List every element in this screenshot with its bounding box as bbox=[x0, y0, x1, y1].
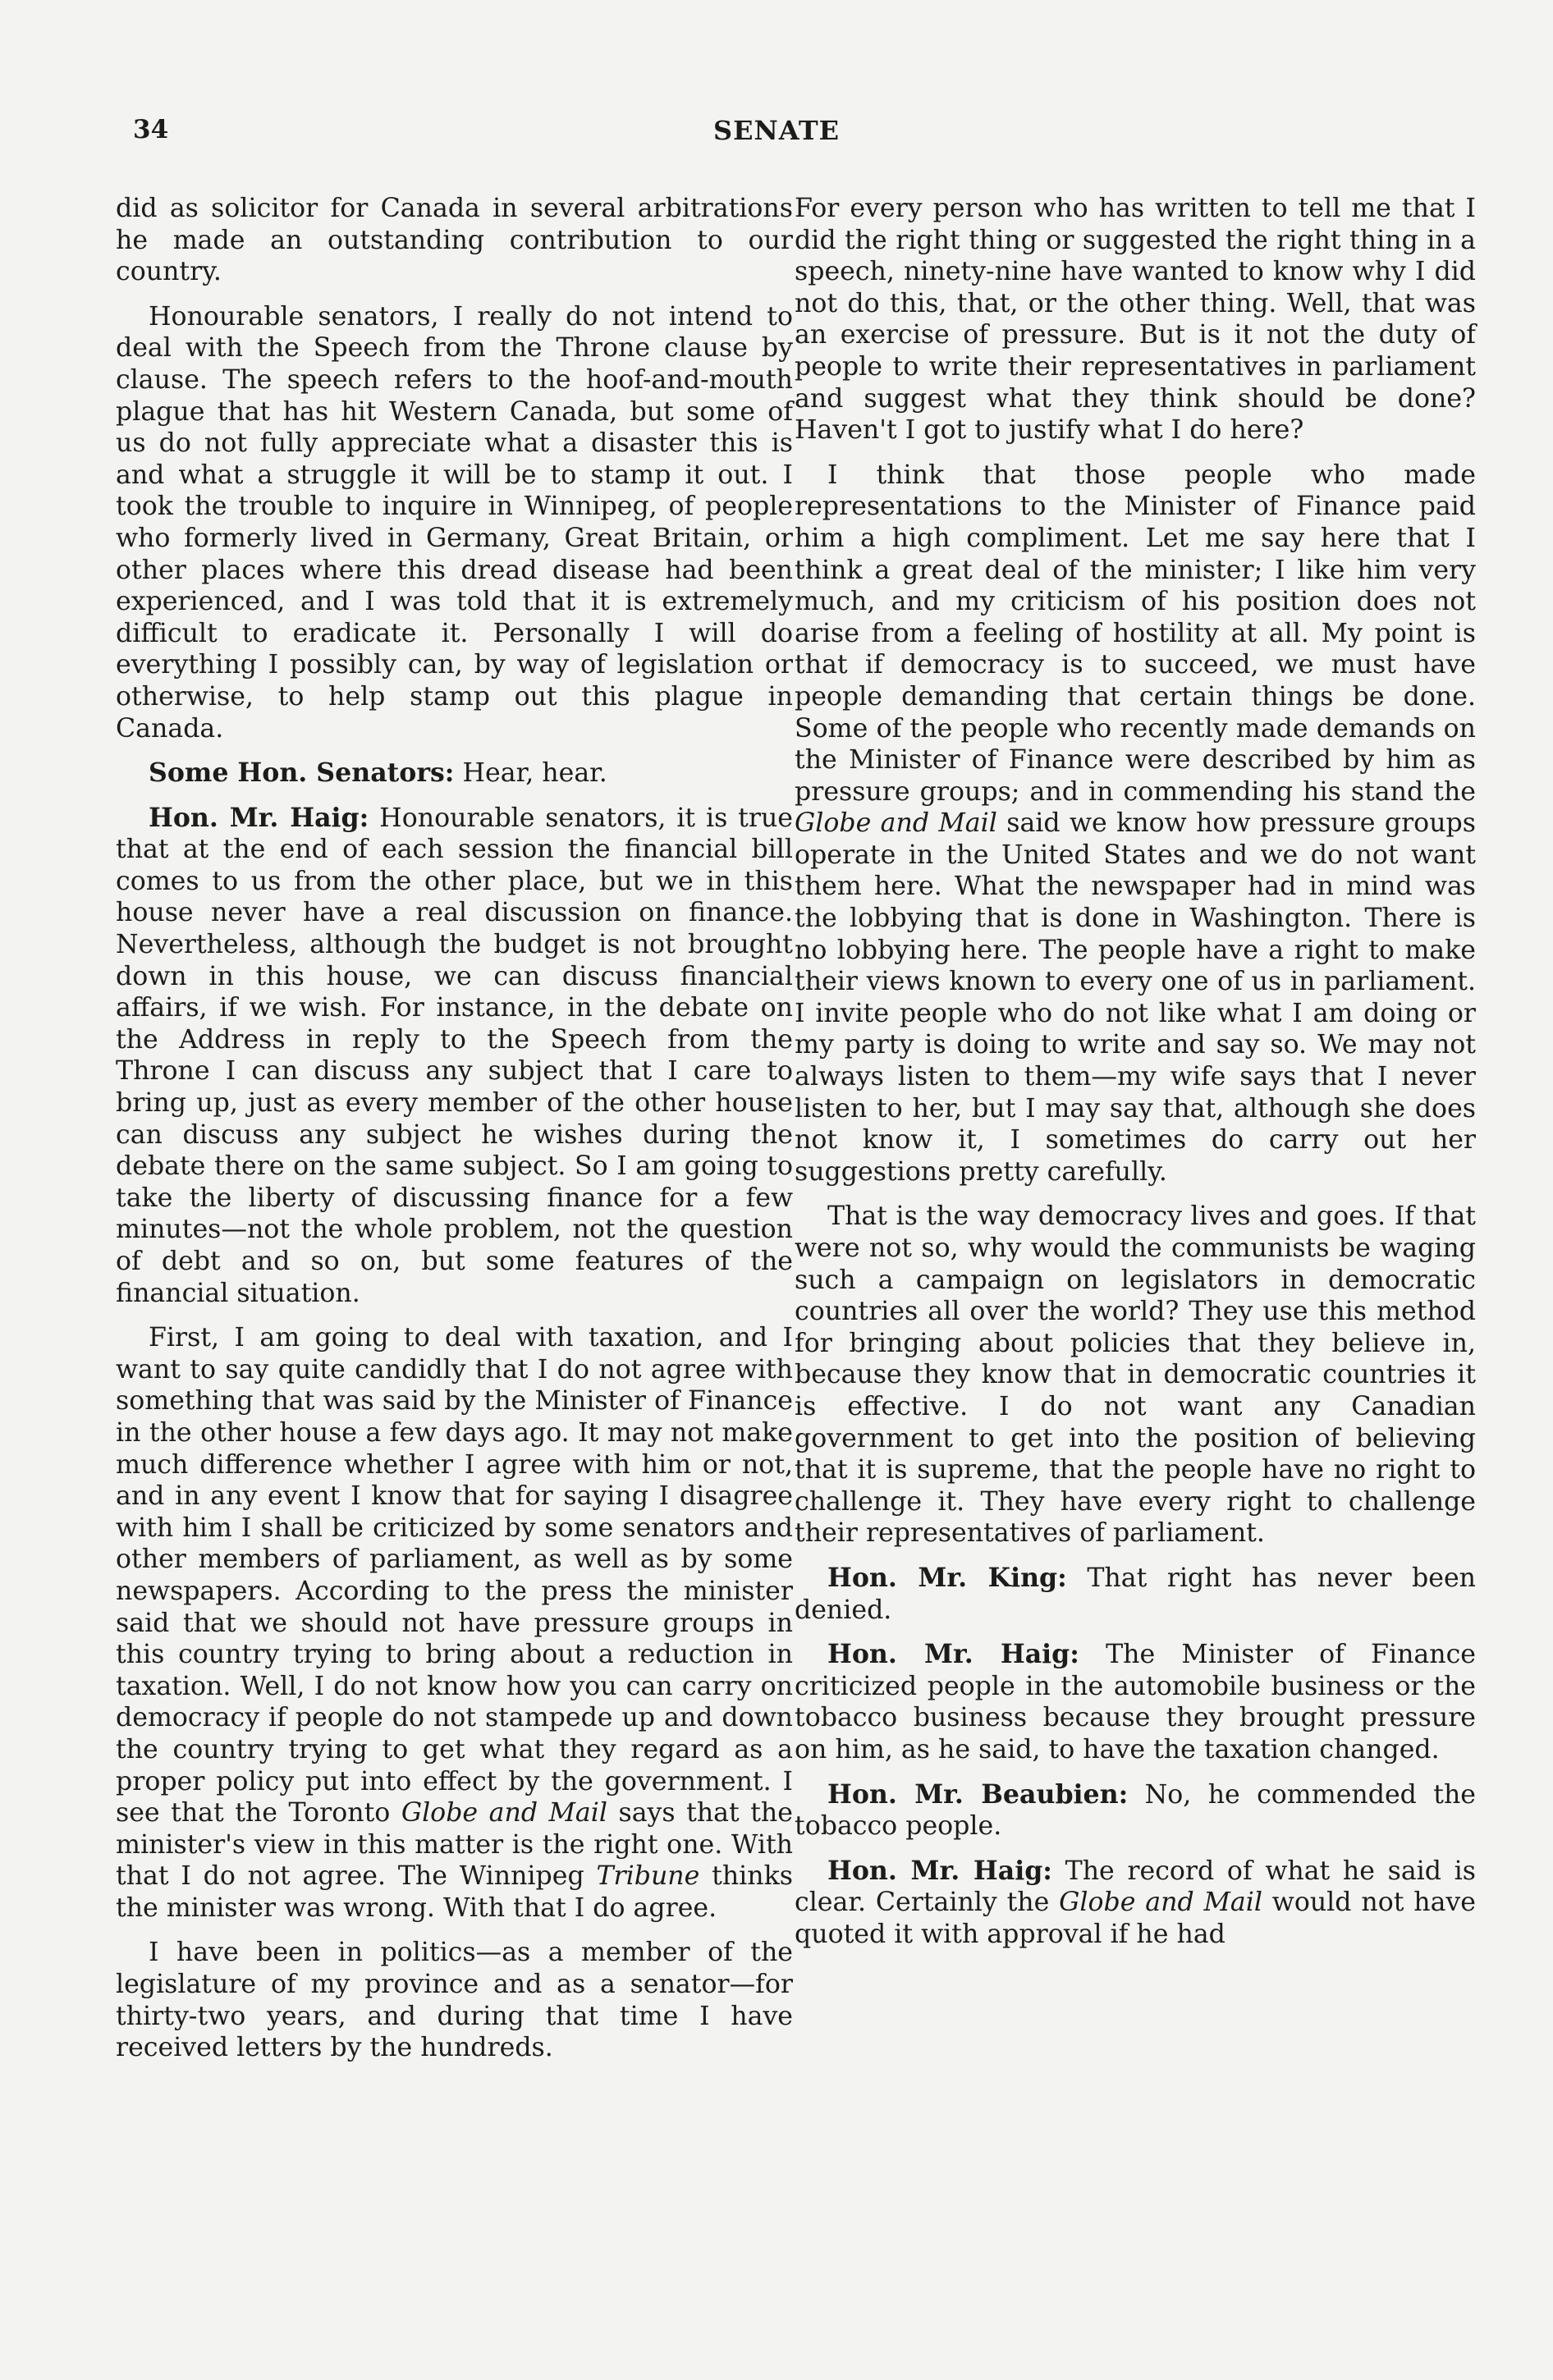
publication-title: Globe and Mail bbox=[401, 1798, 607, 1828]
speech-paragraph bbox=[795, 1639, 1476, 1765]
paragraph-continued: For every person who has written to tell me that I did the right thing or suggested the right thing in a speech, ninety-nine have wanted to know why I did not do this, that, or the other thing. Well, that was an exercise of pressure. But is it not the duty of people to write their representatives in parliament and suggest what they think should be done? Haven't I got to justify what I do here? bbox=[795, 194, 1476, 446]
text-run: I think that those people who made representations to the Minister of Finance paid him a high compliment. Let me say here that I think a great deal of the minister; I like him very much, and my criticism of his position does not arise from a feeling of hostility at all. My point is that if democracy is to succeed, we must have people demanding that certain things be done. Some of the people who recently made demands on the Minister of Finance were described by him as pressure groups; and in commending his stand the bbox=[795, 460, 1476, 807]
paragraph bbox=[795, 460, 1476, 1188]
publication-title: Tribune bbox=[596, 1861, 700, 1892]
speech-paragraph bbox=[795, 1779, 1476, 1842]
paragraph bbox=[116, 1322, 793, 1924]
paragraph: That is the way democracy lives and goes. If that were not so, why would the communists be waging such a campaign on legislators in democratic countries all over the world? They use this method for bringing about policies that they believe in, because they know that in democratic countries it is effective. I do not want any Canadian government to get into the position of believing that it is supreme, that the people have no right to challenge it. They have every right to challenge their representatives of parliament. bbox=[795, 1201, 1476, 1549]
speech-text: That right has never been denied. bbox=[795, 1563, 1476, 1625]
text-run: First, I am going to deal with taxation, and I want to say quite candidly that I do not agree with something that was said by the Minister of Finance in the other house a few days ago. It may not make much difference whether I agree with him or not, and in any event I know that for saying I disagree with him I shall be criticized by some senators and other members of parliament, as well as by some newspapers. According to the press the minister said that we should not have pressure groups in this country trying to bring about a reduction in taxation. Well, I do not know how you can carry on democracy if people do not stampede up and down the country trying to get what they regard as a proper policy put into effect by the government. I see that the Toronto bbox=[116, 1323, 793, 1828]
speech-text: Hear, hear. bbox=[454, 758, 607, 789]
publication-title: Globe and Mail bbox=[1059, 1888, 1262, 1918]
speech-text: No, he commended the tobacco people. bbox=[795, 1779, 1476, 1842]
speaker-name: Hon. Mr. Haig: bbox=[149, 802, 369, 833]
paragraph: Honourable senators, I really do not intend to deal with the Speech from the Throne clause by clause. The speech refers to the hoof-and-mouth plague that has hit Western Canada, but some of us do not fully appreciate what a disaster this is and what a struggle it will be to stamp it out. I took the trouble to inquire in Winnipeg, of people who formerly lived in Germany, Great Britain, or other places where this dread disease had been experienced, and I was told that it is extremely difficult to eradicate it. Personally I will do everything I possibly can, by way of legislation or otherwise, to help stamp out this plague in Canada. bbox=[116, 301, 793, 744]
paragraph-continued: did as solicitor for Canada in several arbitrations he made an outstanding contribution to our country. bbox=[116, 194, 793, 287]
speech-text: Honourable senators, it is true that at the end of each session the financial bill comes to us from the other place, but we in this house never have a real discussion on finance. Nevertheless, although the budget is not brought down in this house, we can discuss financial affairs, if we wish. For instance, in the debate on the Address in reply to the Speech from the Throne I can discuss any subject that I care to bring up, just as every member of the other house can discuss any subject he wishes during the debate there on the same subject. So I am going to take the liberty of discussing finance for a few minutes—not the whole problem, not the question of debt and so on, but some features of the financial situation. bbox=[116, 803, 794, 1308]
paragraph: I have been in politics—as a member of the legislature of my province and as a senator—for thirty-two years, and during that time I have received letters by the hundreds. bbox=[116, 1938, 793, 2063]
speaker-name: Hon. Mr. King: bbox=[827, 1562, 1067, 1593]
left-column bbox=[116, 193, 793, 2077]
page-number: 34 bbox=[133, 115, 169, 144]
speaker-name: Hon. Mr. Haig: bbox=[827, 1855, 1052, 1886]
speech-paragraph bbox=[795, 1856, 1476, 1951]
text-run: said we know how pressure groups operate in the United States and we do not want them here. What the newspaper had in mind was the lobbying that is done in Washington. There is no lobbying here. The people have a right to make their views known to every one of us in parliament. I invite people who do not like what I am doing or my party is doing to write and say so. We may not always listen to them—my wife says that I never listen to her, but I may say that, although she does not know it, I sometimes do carry out her suggestions pretty carefully. bbox=[795, 808, 1476, 1187]
speech-paragraph bbox=[116, 803, 793, 1310]
speech-text: The Minister of Finance criticized people in the automobile business or the tobacco business because they brought pressure on him, as he said, to have the taxation changed. bbox=[795, 1640, 1476, 1764]
speech-text: would not have quoted it with approval if he had bbox=[795, 1888, 1476, 1949]
speech-text: The record of what he said is clear. Certainly the bbox=[795, 1856, 1477, 1918]
text-run: says that the minister's view in this matter is the right one. With that I do not agree. The Winnipeg bbox=[116, 1798, 793, 1892]
speaker-name: Some Hon. Senators: bbox=[149, 757, 455, 789]
text-run: thinks the minister was wrong. With that I do agree. bbox=[116, 1861, 793, 1923]
speech-paragraph bbox=[116, 757, 793, 790]
running-head: SENATE bbox=[712, 115, 841, 146]
right-column bbox=[795, 193, 1476, 1963]
page-header bbox=[0, 115, 1553, 172]
speaker-name: Hon. Mr. Beaubien: bbox=[827, 1778, 1129, 1810]
publication-title: Globe and Mail bbox=[795, 808, 997, 839]
speaker-name: Hon. Mr. Haig: bbox=[827, 1639, 1079, 1670]
speech-paragraph bbox=[795, 1563, 1476, 1626]
